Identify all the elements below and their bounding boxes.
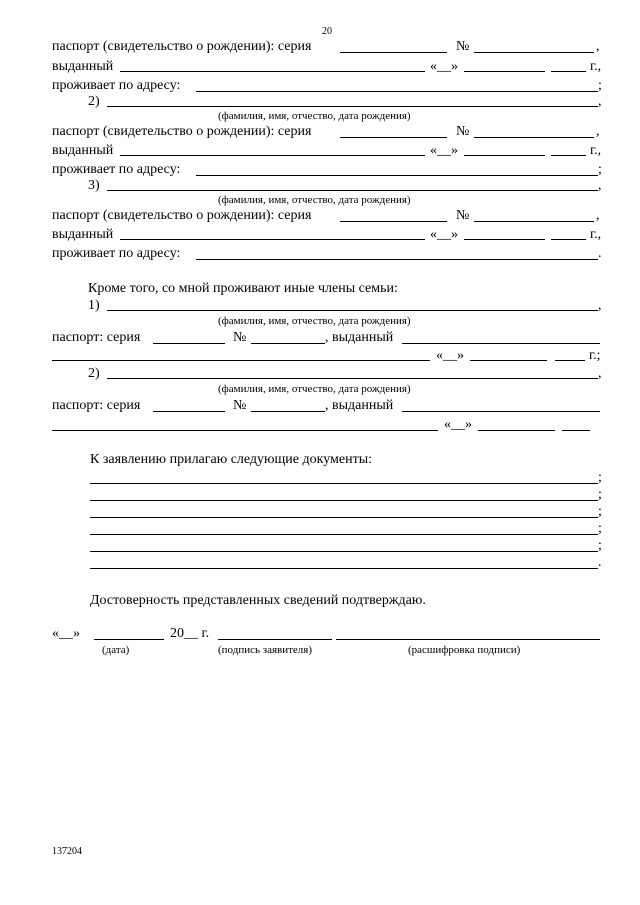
passport-label: паспорт (свидетельство о рождении): серия (52, 208, 312, 223)
address-label: проживает по адресу: (52, 162, 181, 177)
family-heading: Кроме того, со мной проживают иные члены семьи: (88, 281, 398, 296)
issued-label: выданный (52, 143, 114, 158)
passport-label: паспорт (свидетельство о рождении): серия (52, 124, 312, 139)
confirmation-text: Достоверность представленных сведений подтверждаю. (90, 593, 426, 608)
family-number: 1) (88, 298, 100, 313)
passport-short-label: паспорт: серия (52, 330, 141, 345)
date-quote: «__» (436, 348, 464, 363)
address-label: проживает по адресу: (52, 78, 181, 93)
fio-caption: (фамилия, имя, отчество, дата рождения) (218, 315, 411, 327)
number-sign: № (233, 398, 247, 413)
issued-label: выданный (52, 227, 114, 242)
date-quote: «__» (430, 59, 458, 74)
address-label: проживает по адресу: (52, 246, 181, 261)
fio-caption: (фамилия, имя, отчество, дата рождения) (218, 194, 411, 206)
fio-caption: (фамилия, имя, отчество, дата рождения) (218, 110, 411, 122)
passport-label: паспорт (свидетельство о рождении): серия (52, 39, 312, 54)
decode-caption: (расшифровка подписи) (408, 644, 521, 656)
family-number: 2) (88, 366, 100, 381)
signature-caption: (подпись заявителя) (218, 644, 313, 656)
page-number: 20 (322, 26, 332, 37)
number-sign: № (233, 330, 247, 345)
person-number: 3) (88, 178, 100, 193)
date-quote: «__» (430, 143, 458, 158)
number-sign: № (456, 124, 470, 139)
number-sign: № (456, 39, 470, 54)
issued-label: , выданный (325, 398, 394, 413)
date-caption: (дата) (102, 644, 130, 656)
date-quote: «__» (444, 417, 472, 432)
date-quote: «__» (430, 227, 458, 242)
year-label: 20__ г. (170, 626, 210, 641)
issued-label: выданный (52, 59, 114, 74)
passport-short-label: паспорт: серия (52, 398, 141, 413)
number-sign: № (456, 208, 470, 223)
person-number: 2) (88, 94, 100, 109)
documents-heading: К заявлению прилагаю следующие документы: (90, 452, 373, 467)
issued-label: , выданный (325, 330, 394, 345)
date-quote: «__» (52, 626, 80, 641)
fio-caption: (фамилия, имя, отчество, дата рождения) (218, 383, 411, 395)
footer-code: 137204 (52, 846, 82, 857)
